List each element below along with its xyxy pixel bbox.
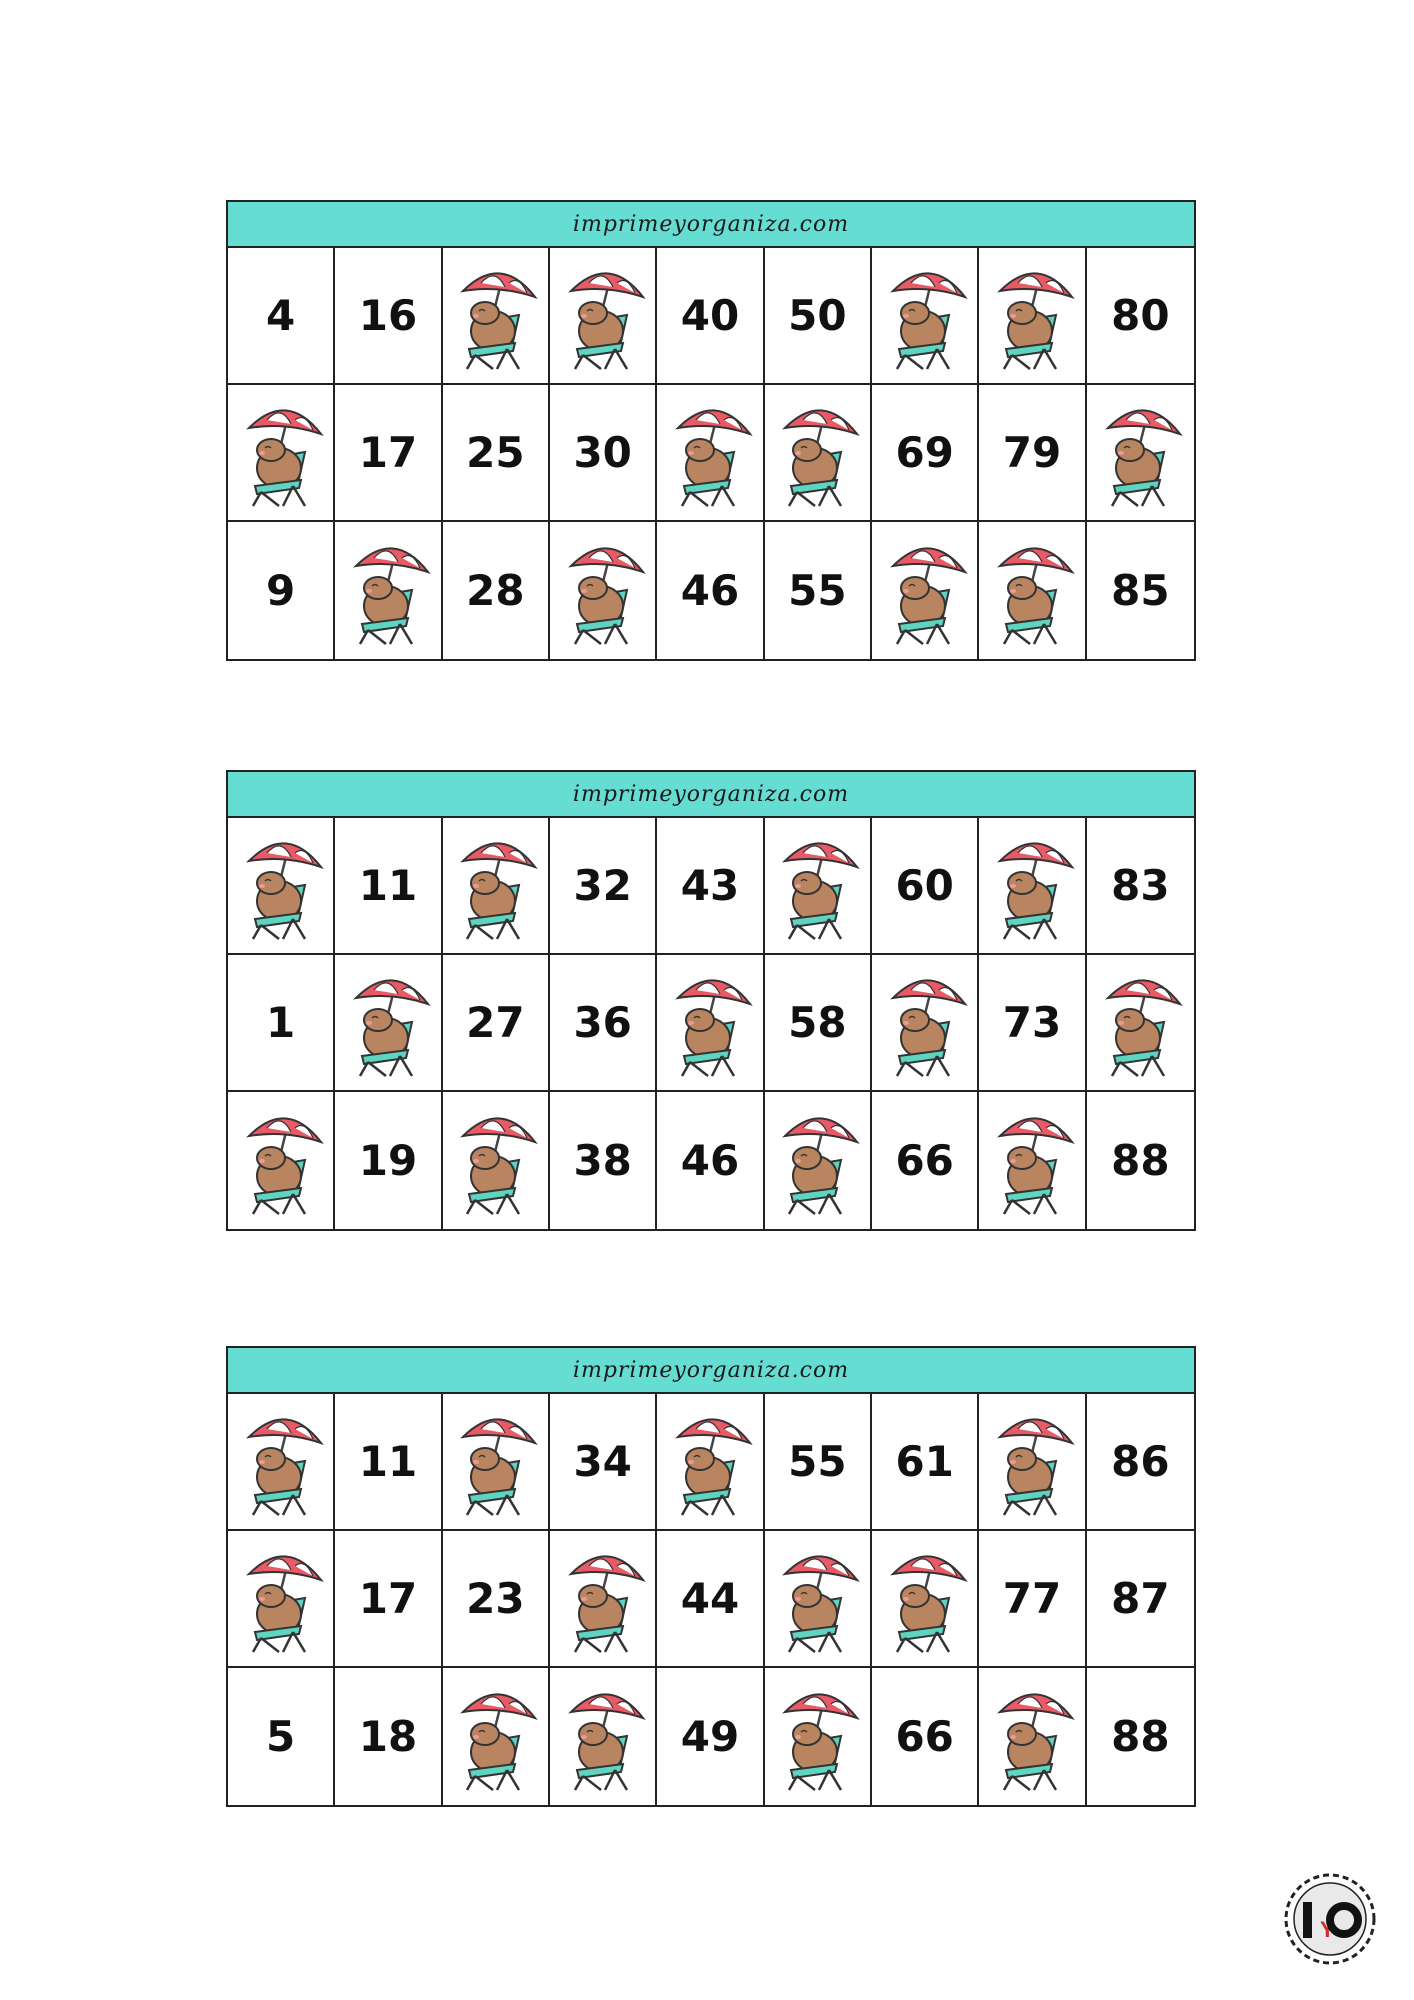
capybara-beach-chair-umbrella-icon xyxy=(335,955,442,1092)
capybara-beach-chair-umbrella-icon xyxy=(443,1092,550,1229)
bingo-number-cell: 18 xyxy=(335,1668,442,1805)
capybara-beach-chair-umbrella-icon xyxy=(1087,385,1194,522)
bingo-number-cell: 66 xyxy=(872,1668,979,1805)
capybara-beach-chair-umbrella-icon xyxy=(443,818,550,955)
bingo-number-cell: 87 xyxy=(1087,1531,1194,1668)
bingo-number-cell: 5 xyxy=(228,1668,335,1805)
bingo-grid xyxy=(228,1394,1194,1805)
bingo-number-cell: 79 xyxy=(979,385,1086,522)
bingo-number-cell: 69 xyxy=(872,385,979,522)
capybara-beach-chair-umbrella-icon xyxy=(765,385,872,522)
logo-letter-y: Y xyxy=(1320,1917,1335,1942)
bingo-number-cell: 80 xyxy=(1087,248,1194,385)
bingo-number-cell: 16 xyxy=(335,248,442,385)
bingo-number-cell: 4 xyxy=(228,248,335,385)
bingo-number-cell: 34 xyxy=(550,1394,657,1531)
bingo-number-cell: 66 xyxy=(872,1092,979,1229)
capybara-beach-chair-umbrella-icon xyxy=(228,1092,335,1229)
bingo-number-cell: 11 xyxy=(335,818,442,955)
capybara-beach-chair-umbrella-icon xyxy=(765,1531,872,1668)
bingo-number-cell: 17 xyxy=(335,385,442,522)
bingo-number-cell: 61 xyxy=(872,1394,979,1531)
bingo-number-cell: 55 xyxy=(765,522,872,659)
capybara-beach-chair-umbrella-icon xyxy=(1087,955,1194,1092)
bingo-number-cell: 55 xyxy=(765,1394,872,1531)
capybara-beach-chair-umbrella-icon xyxy=(765,1092,872,1229)
iyo-logo-icon xyxy=(1283,1872,1377,1966)
bingo-number-cell: 38 xyxy=(550,1092,657,1229)
bingo-number-cell: 27 xyxy=(443,955,550,1092)
capybara-beach-chair-umbrella-icon xyxy=(550,1531,657,1668)
bingo-number-cell: 58 xyxy=(765,955,872,1092)
bingo-number-cell: 77 xyxy=(979,1531,1086,1668)
capybara-beach-chair-umbrella-icon xyxy=(550,248,657,385)
bingo-number-cell: 46 xyxy=(657,522,764,659)
bingo-number-cell: 46 xyxy=(657,1092,764,1229)
bingo-number-cell: 60 xyxy=(872,818,979,955)
bingo-number-cell: 49 xyxy=(657,1668,764,1805)
bingo-number-cell: 85 xyxy=(1111,566,1170,615)
capybara-beach-chair-umbrella-icon xyxy=(657,955,764,1092)
bingo-number-cell: 43 xyxy=(657,818,764,955)
capybara-beach-chair-umbrella-icon xyxy=(657,1394,764,1531)
bingo-number-cell: 40 xyxy=(657,248,764,385)
capybara-beach-chair-umbrella-icon xyxy=(979,248,1086,385)
bingo-number-cell: 32 xyxy=(550,818,657,955)
capybara-beach-chair-umbrella-icon xyxy=(979,1668,1086,1805)
bingo-number-cell: 73 xyxy=(979,955,1086,1092)
bingo-number-cell: 30 xyxy=(550,385,657,522)
capybara-beach-chair-umbrella-icon xyxy=(872,522,979,659)
capybara-beach-chair-umbrella-icon xyxy=(979,1394,1086,1531)
card-3 xyxy=(226,1346,1196,1807)
bingo-number-cell: 83 xyxy=(1087,818,1194,955)
bingo-number-cell: 9 xyxy=(228,522,335,659)
bingo-grid xyxy=(228,248,1194,659)
bingo-number-cell: 88 xyxy=(1111,1136,1170,1185)
capybara-beach-chair-umbrella-icon xyxy=(443,1668,550,1805)
bingo-number-cell: 50 xyxy=(765,248,872,385)
capybara-beach-chair-umbrella-icon xyxy=(657,385,764,522)
card-2 xyxy=(226,770,1196,1231)
capybara-beach-chair-umbrella-icon xyxy=(335,522,442,659)
capybara-beach-chair-umbrella-icon xyxy=(550,522,657,659)
bingo-number-cell: 28 xyxy=(443,522,550,659)
capybara-beach-chair-umbrella-icon xyxy=(872,248,979,385)
capybara-beach-chair-umbrella-icon xyxy=(228,1531,335,1668)
bingo-number-cell: 23 xyxy=(443,1531,550,1668)
bingo-number-cell: 44 xyxy=(657,1531,764,1668)
bingo-number-cell: 1 xyxy=(228,955,335,1092)
card-1 xyxy=(226,200,1196,661)
bingo-grid xyxy=(228,818,1194,1229)
card-header: imprimeyorganiza.com xyxy=(228,202,1194,248)
bingo-number-cell: 88 xyxy=(1111,1712,1170,1761)
capybara-beach-chair-umbrella-icon xyxy=(443,248,550,385)
capybara-beach-chair-umbrella-icon xyxy=(979,1092,1086,1229)
capybara-beach-chair-umbrella-icon xyxy=(228,1394,335,1531)
bingo-number-cell: 17 xyxy=(335,1531,442,1668)
capybara-beach-chair-umbrella-icon xyxy=(765,818,872,955)
capybara-beach-chair-umbrella-icon xyxy=(228,818,335,955)
bingo-number-cell: 11 xyxy=(335,1394,442,1531)
bingo-number-cell: 36 xyxy=(550,955,657,1092)
card-header: imprimeyorganiza.com xyxy=(228,1348,1194,1394)
capybara-beach-chair-umbrella-icon xyxy=(550,1668,657,1805)
capybara-beach-chair-umbrella-icon xyxy=(979,522,1086,659)
capybara-beach-chair-umbrella-icon xyxy=(872,1531,979,1668)
capybara-beach-chair-umbrella-icon xyxy=(228,385,335,522)
bingo-number-cell: 19 xyxy=(335,1092,442,1229)
capybara-beach-chair-umbrella-icon xyxy=(765,1668,872,1805)
capybara-beach-chair-umbrella-icon xyxy=(979,818,1086,955)
card-header: imprimeyorganiza.com xyxy=(228,772,1194,818)
bingo-number-cell: 86 xyxy=(1087,1394,1194,1531)
capybara-beach-chair-umbrella-icon xyxy=(872,955,979,1092)
capybara-beach-chair-umbrella-icon xyxy=(443,1394,550,1531)
bingo-number-cell: 25 xyxy=(443,385,550,522)
